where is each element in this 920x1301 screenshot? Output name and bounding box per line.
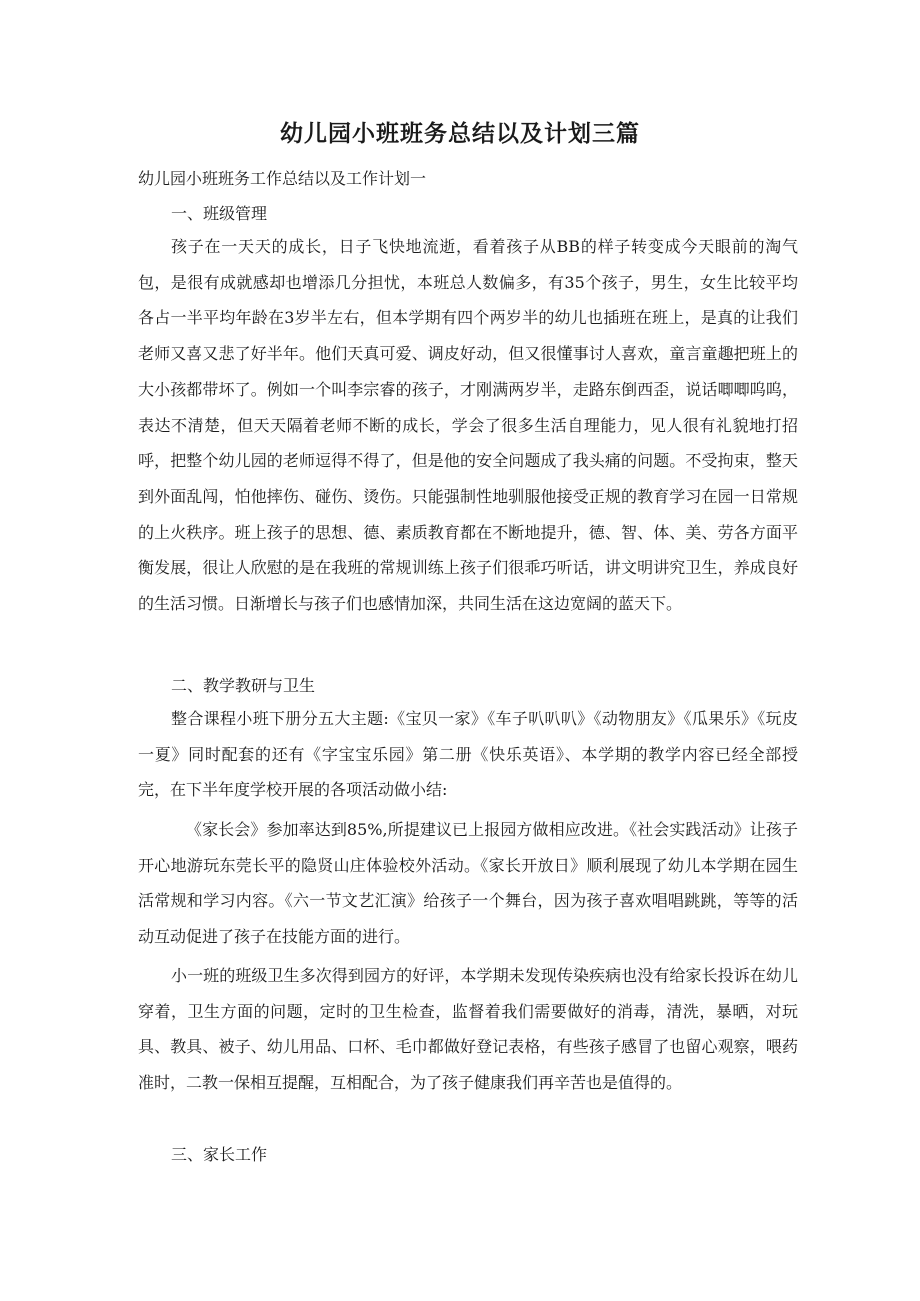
- section-heading-teaching-hygiene: 二、教学教研与卫生: [171, 676, 316, 695]
- paragraph-activities: 《家长会》参加率达到85%,所提建议已上报园方做相应改进。《社会实践活动》让孩子开心地游玩东莞长平的隐贤山庄体验校外活动。《家长开放日》顺利展现了幼儿本学期在园生活常规和学习内容。《六一节文艺汇演》给孩子一个舞台，因为孩子喜欢唱唱跳跳，等等的活动互动促进了孩子在技能方面的进行。: [138, 820, 798, 947]
- section-heading-class-management: 一、班级管理: [171, 204, 268, 223]
- paragraph-class-management: 孩子在一天天的成长，日子飞快地流逝，看着孩子从BB的样子转变成今天眼前的淘气包，是很有成就感却也增添几分担忧，本班总人数偏多，有35个孩子，男生，女生比较平均各占一半平均年龄在3岁半左右，但本学期有四个两岁半的幼儿也插班在班上，是真的让我们老师又喜又悲了好半年。他们天真可爱、调皮好动，但又很懂事讨人喜欢，童言童趣把班上的大小孩都带坏了。例如一个叫李宗睿的孩子，才刚满两岁半，走路东倒西歪，说话唧唧呜呜，表达不清楚，但天天隔着老师不断的成长，学会了很多生活自理能力，见人很有礼貌地打招呼，把整个幼儿园的老师逗得不得了，但是他的安全问题成了我头痛的问题。不受拘束，整天到外面乱闯，怕他摔伤、碰伤、烫伤。只能强制性地驯服他接受正规的教育学习在园一日常规的上火秩序。班上孩子的思想、德、素质教育都在不断地提升，德、智、体、美、劳各方面平衡发展，很让人欣慰的是在我班的常规训练上孩子们很乖巧听话，讲文明讲究卫生，养成良好的生活习惯。日渐增长与孩子们也感情加深，共同生活在这边宽阔的蓝天下。: [138, 237, 798, 614]
- document-title: 幼儿园小班班务总结以及计划三篇: [280, 121, 640, 147]
- document-subtitle: 幼儿园小班班务工作总结以及工作计划一: [138, 169, 427, 188]
- section-heading-parent-work: 三、家长工作: [171, 1145, 268, 1164]
- paragraph-hygiene: 小一班的班级卫生多次得到园方的好评，本学期未发现传染疾病也没有给家长投诉在幼儿穿着，卫生方面的问题，定时的卫生检查，监督着我们需要做好的消毒，清洗，暴晒，对玩具、教具、被子、幼儿用品、口杯、毛巾都做好登记表格，有些孩子感冒了也留心观察，喂药准时，二教一保相互提醒，互相配合，为了孩子健康我们再辛苦也是值得的。: [138, 966, 798, 1093]
- paragraph-curriculum: 整合课程小班下册分五大主题:《宝贝一家》《车子叭叭叭》《动物朋友》《瓜果乐》《玩皮一夏》同时配套的还有《字宝宝乐园》第二册《快乐英语》、本学期的教学内容已经全部授完，在下半年度学校开展的各项活动做小结:: [138, 709, 798, 800]
